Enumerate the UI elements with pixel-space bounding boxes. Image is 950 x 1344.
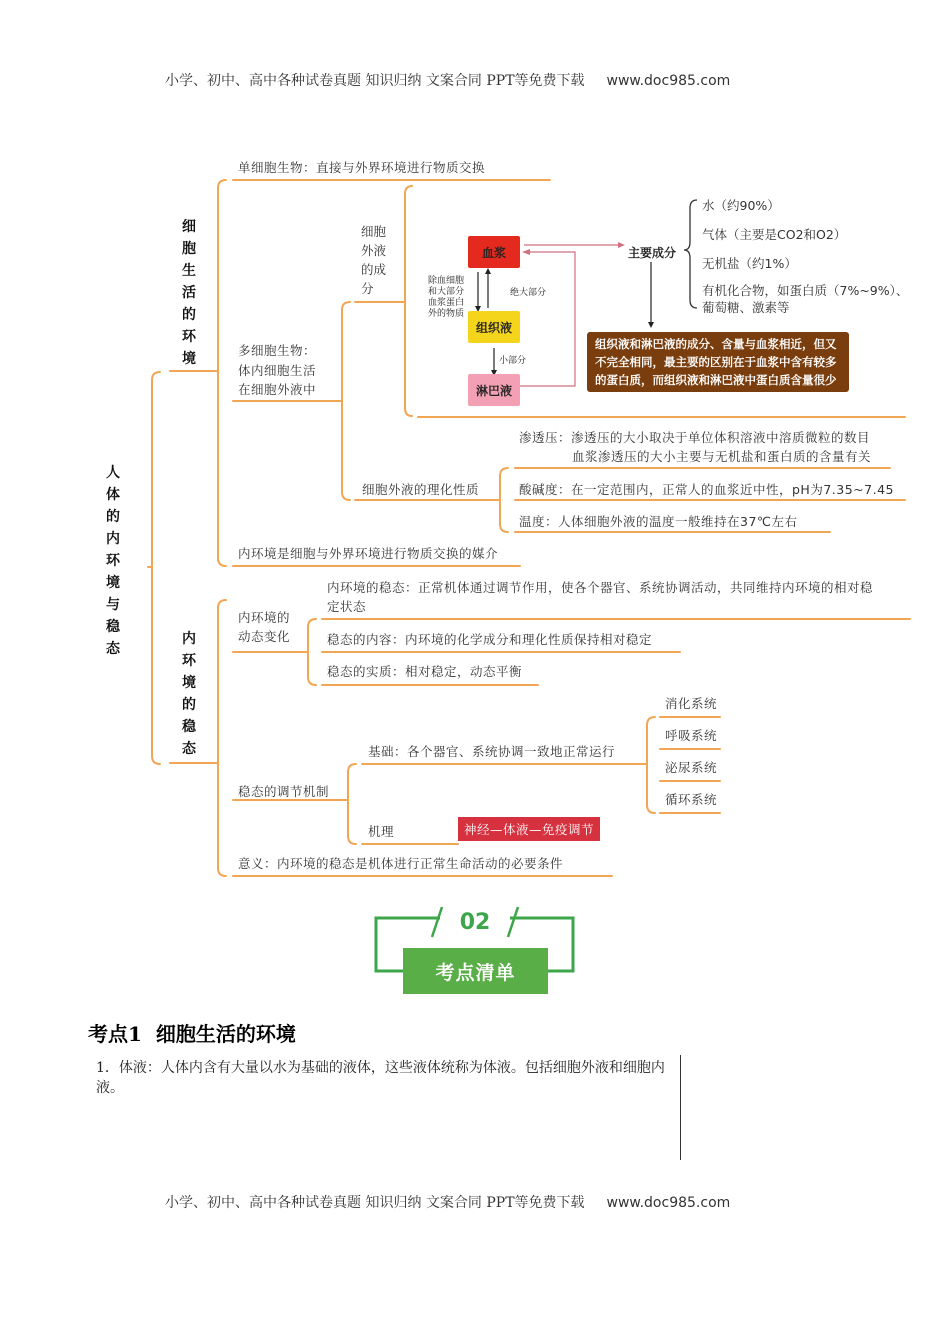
branch-homeostasis: 内环境的稳态 (182, 631, 196, 757)
ph-text: 酸碱度：在一定范围内，正常人的血浆近中性，pH为7.35~7.45 (519, 482, 894, 497)
section-title: 考点1 细胞生活的环境 (88, 1022, 296, 1046)
header-site[interactable]: www.doc985.com (606, 73, 731, 89)
multi-cell-text: 多细胞生物： 体内细胞生活 在细胞外液中 (238, 343, 317, 397)
lymph-box: 淋巴液 (468, 374, 520, 406)
homeostasis-content: 稳态的内容：内环境的化学成分和理化性质保持相对稳定 (327, 632, 653, 647)
root-label: 人体的内环境与稳态 (106, 465, 120, 657)
component-gas: 气体（主要是CO2和O2） (702, 227, 847, 242)
temperature-text: 温度：人体细胞外液的温度一般维持在37℃左右 (519, 514, 798, 529)
osmotic-pressure-line2: 血浆渗透压的大小主要与无机盐和蛋白质的含量有关 (572, 449, 872, 464)
footer-site[interactable]: www.doc985.com (606, 1195, 731, 1211)
system-circulatory: 循环系统 (665, 792, 718, 807)
single-cell-text: 单细胞生物：直接与外界环境进行物质交换 (238, 160, 486, 175)
basis-text: 基础：各个器官、系统协调一致地正常运行 (368, 744, 616, 759)
mechanism-label: 机理 (368, 824, 395, 839)
column-divider (680, 1055, 681, 1160)
footer-text: 小学、初中、高中各种试卷真题 知识归纳 文案合同 PPT等免费下载 (165, 1195, 585, 1211)
medium-text: 内环境是细胞与外界环境进行物质交换的媒介 (238, 546, 499, 561)
badge-number: 02 (459, 910, 491, 935)
dynamic-change-label: 内环境的动态变化 (238, 610, 291, 644)
component-organic: 有机化合物，如蛋白质（7%~9%）、 葡萄糖、激素等 (702, 283, 909, 315)
page-footer (165, 1192, 730, 1212)
composition-note: 组织液和淋巴液的成分、含量与血浆相近，但又 不完全相同，最主要的区别在于血浆中含有较多 的蛋白质，而组织液和淋巴液中蛋白质含量很少 (587, 332, 849, 392)
system-digestive: 消化系统 (665, 696, 718, 711)
homeostasis-definition: 内环境的稳态：正常机体通过调节作用，使各个器官、系统协调活动，共同维持内环境的相对稳 定状态 (327, 580, 874, 614)
body-paragraph: 1．体液：人体内含有大量以水为基础的液体，这些液体统称为体液。包括细胞外液和细胞内液。 (96, 1060, 665, 1096)
header-text: 小学、初中、高中各种试卷真题 知识归纳 文案合同 PPT等免费下载 (165, 73, 585, 89)
main-components-label: 主要成分 (628, 246, 677, 260)
label-small-part: 小部分 (499, 356, 527, 366)
osmotic-pressure-line1: 渗透压：渗透压的大小取决于单位体积溶液中溶质微粒的数目 (519, 430, 871, 445)
component-water: 水（约90%） (702, 198, 780, 213)
label-except-blood-cells: 除血细胞 和大部分 血浆蛋白 外的物质 (428, 276, 465, 319)
system-urinary: 泌尿系统 (665, 760, 718, 775)
mechanism-value-tag: 神经—体液—免疫调节 (458, 817, 600, 841)
component-salt: 无机盐（约1%） (702, 256, 797, 271)
regulation-label: 稳态的调节机制 (238, 784, 330, 799)
plasma-box: 血浆 (468, 236, 520, 268)
ecf-composition-label: 细胞外液的成分 (361, 224, 387, 296)
significance-text: 意义：内环境的稳态是机体进行正常生命活动的必要条件 (238, 856, 564, 871)
tissue-fluid-box: 组织液 (468, 311, 520, 343)
homeostasis-essence: 稳态的实质：相对稳定，动态平衡 (327, 664, 523, 679)
branch-cell-environment: 细胞生活的环境 (182, 219, 196, 367)
system-respiratory: 呼吸系统 (665, 728, 718, 743)
physchem-label: 细胞外液的理化性质 (362, 482, 480, 497)
badge-label: 考点清单 (403, 948, 548, 994)
label-most-part: 绝大部分 (510, 288, 547, 298)
